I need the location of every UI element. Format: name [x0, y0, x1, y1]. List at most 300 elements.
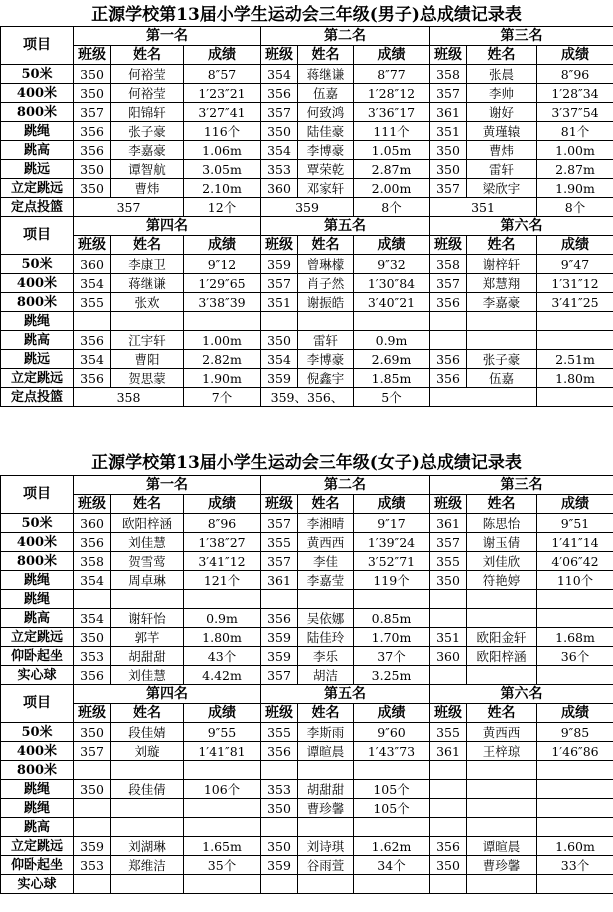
class-cell: 350: [261, 837, 298, 856]
column-header: 成绩: [354, 236, 430, 255]
score-cell: 4′06″42: [537, 552, 613, 571]
score-cell: 1.00m: [184, 331, 261, 350]
name-cell: 蒋继谦: [111, 274, 184, 293]
table-row: [1, 160, 613, 179]
score-cell: 33个: [537, 856, 613, 875]
score-cell: [184, 761, 261, 780]
column-header: 班级: [261, 704, 298, 723]
score-cell: 35个: [184, 856, 261, 875]
score-cell: 1.90m: [184, 369, 261, 388]
score-cell: 1.00m: [537, 141, 613, 160]
event-name: 跳绳: [1, 122, 74, 141]
class-cell: [430, 875, 467, 894]
score-cell: 3′36″17: [354, 103, 430, 122]
name-cell: 曹珍馨: [298, 799, 354, 818]
table-row: [1, 369, 613, 388]
name-cell: 曹阳: [111, 350, 184, 369]
class-cell: 358: [74, 388, 184, 407]
score-cell: 12个: [184, 198, 261, 217]
class-cell: 350: [74, 723, 111, 742]
score-cell: 0.9m: [184, 609, 261, 628]
class-cell: [430, 312, 467, 331]
score-cell: 1′41″81: [184, 742, 261, 761]
score-cell: 9″17: [354, 514, 430, 533]
class-cell: 356: [74, 331, 111, 350]
column-header: 成绩: [354, 46, 430, 65]
class-cell: [74, 761, 111, 780]
table-row: [1, 388, 613, 407]
name-cell: 谢梓轩: [467, 255, 537, 274]
column-header: 成绩: [184, 704, 261, 723]
name-cell: 王梓琼: [467, 742, 537, 761]
class-cell: 357: [430, 274, 467, 293]
class-cell: 359: [261, 856, 298, 875]
class-cell: [261, 818, 298, 837]
score-cell: [184, 590, 261, 609]
score-cell: 9″47: [537, 255, 613, 274]
name-cell: 吴依娜: [298, 609, 354, 628]
name-cell: 刘诗琪: [298, 837, 354, 856]
table-row: [1, 609, 613, 628]
column-header: 班级: [430, 495, 467, 514]
column-header: 成绩: [537, 46, 613, 65]
score-cell: [184, 799, 261, 818]
score-cell: [354, 590, 430, 609]
column-header: 姓名: [298, 495, 354, 514]
name-cell: 谷雨萱: [298, 856, 354, 875]
name-cell: 何致鸿: [298, 103, 354, 122]
table-row: [1, 350, 613, 369]
class-cell: [430, 666, 467, 685]
class-cell: 357: [430, 533, 467, 552]
score-cell: 1.65m: [184, 837, 261, 856]
table-row: [1, 837, 613, 856]
column-header-row: [1, 704, 613, 723]
name-cell: [467, 799, 537, 818]
class-cell: 355: [430, 723, 467, 742]
table-row: [1, 761, 613, 780]
column-header: 成绩: [354, 495, 430, 514]
name-cell: [111, 875, 184, 894]
column-header: 成绩: [184, 46, 261, 65]
table-row: [1, 590, 613, 609]
class-cell: 356: [74, 122, 111, 141]
score-cell: 3′41″12: [184, 552, 261, 571]
class-cell: 356: [430, 837, 467, 856]
score-cell: 119个: [354, 571, 430, 590]
name-cell: [467, 818, 537, 837]
class-cell: 358: [430, 65, 467, 84]
column-header: 姓名: [298, 236, 354, 255]
column-header: 姓名: [467, 46, 537, 65]
name-cell: 谢振皓: [298, 293, 354, 312]
class-cell: [430, 780, 467, 799]
class-cell: 357: [430, 84, 467, 103]
class-cell: 360: [74, 255, 111, 274]
class-cell: 350: [261, 122, 298, 141]
score-cell: [354, 818, 430, 837]
class-cell: 357: [74, 103, 111, 122]
column-header: 成绩: [537, 495, 613, 514]
rank-header: 第三名: [430, 476, 613, 495]
name-cell: 黄西西: [467, 723, 537, 742]
event-name: 跳高: [1, 818, 74, 837]
score-cell: 9″51: [537, 514, 613, 533]
column-header: 姓名: [111, 704, 184, 723]
class-cell: [261, 761, 298, 780]
name-cell: 何裕莹: [111, 84, 184, 103]
name-cell: 谭暄晨: [298, 742, 354, 761]
score-cell: 105个: [354, 799, 430, 818]
class-cell: 350: [74, 179, 111, 198]
score-cell: [537, 761, 613, 780]
event-name: 跳高: [1, 609, 74, 628]
class-cell: 361: [430, 514, 467, 533]
score-cell: 105个: [354, 780, 430, 799]
score-cell: 1′38″27: [184, 533, 261, 552]
name-cell: 刘璇: [111, 742, 184, 761]
event-name: 400米: [1, 274, 74, 293]
class-cell: 356: [74, 369, 111, 388]
name-cell: 郑维洁: [111, 856, 184, 875]
table-row: [1, 875, 613, 894]
class-cell: 350: [74, 65, 111, 84]
class-cell: 356: [261, 609, 298, 628]
name-cell: 陈思怡: [467, 514, 537, 533]
name-cell: 李乐: [298, 647, 354, 666]
name-cell: 胡甜甜: [298, 780, 354, 799]
column-header: 姓名: [111, 495, 184, 514]
name-cell: 谭智航: [111, 160, 184, 179]
rank-header: 第一名: [74, 476, 261, 495]
name-cell: 曹珍馨: [467, 856, 537, 875]
column-header: 姓名: [467, 495, 537, 514]
event-name: 跳高: [1, 331, 74, 350]
score-cell: 1.05m: [354, 141, 430, 160]
name-cell: 蒋继谦: [298, 65, 354, 84]
girls-table-title: 正源学校第13届小学生运动会三年级(女子)总成绩记录表: [91, 453, 522, 473]
rank-header: 第二名: [261, 27, 430, 46]
class-cell: 353: [261, 160, 298, 179]
event-name: 仰卧起坐: [1, 647, 74, 666]
score-cell: 9″32: [354, 255, 430, 274]
table-row: [1, 293, 613, 312]
class-cell: [430, 799, 467, 818]
column-header: 姓名: [467, 704, 537, 723]
score-cell: 1′29″65: [184, 274, 261, 293]
table-row: [1, 723, 613, 742]
class-cell: 355: [430, 552, 467, 571]
score-cell: 3.05m: [184, 160, 261, 179]
class-cell: 356: [430, 369, 467, 388]
table-row: [1, 198, 613, 217]
score-cell: 3′41″25: [537, 293, 613, 312]
name-cell: [298, 875, 354, 894]
score-cell: [537, 818, 613, 837]
name-cell: 欧阳梓涵: [111, 514, 184, 533]
name-cell: 张子豪: [467, 350, 537, 369]
event-name: 立定跳远: [1, 628, 74, 647]
score-cell: 8个: [537, 198, 613, 217]
class-cell: 354: [74, 350, 111, 369]
girls-results-table: [0, 475, 613, 894]
column-header: 班级: [261, 236, 298, 255]
table-row: [1, 274, 613, 293]
class-cell: 357: [430, 179, 467, 198]
name-cell: 李博豪: [298, 350, 354, 369]
score-cell: [537, 799, 613, 818]
name-cell: 贺雪莺: [111, 552, 184, 571]
class-cell: [430, 331, 467, 350]
score-cell: 9″55: [184, 723, 261, 742]
name-cell: 李斯雨: [298, 723, 354, 742]
score-cell: 1′46″86: [537, 742, 613, 761]
name-cell: [467, 590, 537, 609]
name-cell: 段佳婧: [111, 723, 184, 742]
class-cell: 351: [430, 122, 467, 141]
score-cell: 1.68m: [537, 628, 613, 647]
score-cell: 8″77: [354, 65, 430, 84]
name-cell: [298, 312, 354, 331]
name-cell: 梁欣宇: [467, 179, 537, 198]
class-cell: 359: [261, 647, 298, 666]
score-cell: [537, 780, 613, 799]
score-cell: 3′27″41: [184, 103, 261, 122]
score-cell: 1′30″84: [354, 274, 430, 293]
name-cell: [467, 331, 537, 350]
score-cell: 1.80m: [184, 628, 261, 647]
name-cell: [298, 590, 354, 609]
name-cell: 李湘晴: [298, 514, 354, 533]
class-cell: 357: [261, 514, 298, 533]
column-header: 班级: [261, 46, 298, 65]
score-cell: [537, 609, 613, 628]
class-cell: 356: [74, 141, 111, 160]
table-row: [1, 780, 613, 799]
column-header: 成绩: [537, 704, 613, 723]
table-row: [1, 571, 613, 590]
name-cell: 李嘉莹: [298, 571, 354, 590]
name-cell: [467, 312, 537, 331]
score-cell: 116个: [184, 122, 261, 141]
class-cell: 350: [430, 856, 467, 875]
table-row: [1, 742, 613, 761]
score-cell: 1′23″21: [184, 84, 261, 103]
score-cell: 1′28″34: [537, 84, 613, 103]
score-cell: 8″96: [537, 65, 613, 84]
score-cell: 1.60m: [537, 837, 613, 856]
name-cell: 李嘉豪: [467, 293, 537, 312]
score-cell: 1.80m: [537, 369, 613, 388]
score-cell: 2.87m: [354, 160, 430, 179]
rank-header: 第四名: [74, 685, 261, 704]
class-cell: 357: [261, 552, 298, 571]
column-header-row: [1, 46, 613, 65]
event-name: 实心球: [1, 875, 74, 894]
name-cell: 伍嘉: [298, 84, 354, 103]
class-cell: [430, 590, 467, 609]
table-row: [1, 799, 613, 818]
name-cell: 李佳: [298, 552, 354, 571]
class-cell: [430, 818, 467, 837]
score-cell: 8″57: [184, 65, 261, 84]
table-row: [1, 331, 613, 350]
boys-results-table: [0, 26, 613, 407]
name-cell: 曹炜: [111, 179, 184, 198]
item-header: 项目: [1, 217, 74, 255]
name-cell: 谢轩怡: [111, 609, 184, 628]
rank-header: 第六名: [430, 685, 613, 704]
table-row: [1, 255, 613, 274]
score-cell: 34个: [354, 856, 430, 875]
class-cell: 350: [430, 141, 467, 160]
class-cell: 359: [261, 628, 298, 647]
event-name: 跳绳: [1, 571, 74, 590]
item-header: 项目: [1, 476, 74, 514]
score-cell: 9″12: [184, 255, 261, 274]
name-cell: [467, 666, 537, 685]
name-cell: 覃荣乾: [298, 160, 354, 179]
class-cell: 361: [261, 571, 298, 590]
score-cell: 2.69m: [354, 350, 430, 369]
name-cell: 黄西西: [298, 533, 354, 552]
event-name: 800米: [1, 552, 74, 571]
class-cell: 354: [74, 274, 111, 293]
name-cell: [111, 590, 184, 609]
event-name: 400米: [1, 742, 74, 761]
score-cell: 37个: [354, 647, 430, 666]
score-cell: 121个: [184, 571, 261, 590]
score-cell: 2.87m: [537, 160, 613, 179]
class-cell: [74, 818, 111, 837]
score-cell: 2.51m: [537, 350, 613, 369]
score-cell: 81个: [537, 122, 613, 141]
class-cell: [261, 875, 298, 894]
column-header: 成绩: [184, 495, 261, 514]
class-cell: 358: [430, 255, 467, 274]
class-cell: 356: [430, 350, 467, 369]
rank-header: 第四名: [74, 217, 261, 236]
class-cell: 357: [74, 742, 111, 761]
name-cell: 胡甜甜: [111, 647, 184, 666]
event-name: 立定跳远: [1, 837, 74, 856]
event-name: 定点投篮: [1, 388, 74, 407]
name-cell: 倪鑫宇: [298, 369, 354, 388]
name-cell: 刘佳慧: [111, 533, 184, 552]
score-cell: 1′41″14: [537, 533, 613, 552]
class-cell: 353: [74, 856, 111, 875]
name-cell: 肖子然: [298, 274, 354, 293]
class-cell: 353: [74, 647, 111, 666]
class-cell: 356: [430, 293, 467, 312]
event-name: 50米: [1, 514, 74, 533]
event-name: 50米: [1, 723, 74, 742]
name-cell: 李博豪: [298, 141, 354, 160]
name-cell: [467, 780, 537, 799]
event-name: 50米: [1, 65, 74, 84]
score-cell: [537, 590, 613, 609]
score-cell: [354, 875, 430, 894]
rank-header-row: [1, 476, 613, 495]
class-cell: 356: [261, 84, 298, 103]
name-cell: 陆佳豪: [298, 122, 354, 141]
column-header-row: [1, 236, 613, 255]
column-header: 成绩: [354, 704, 430, 723]
table-row: [1, 856, 613, 875]
column-header: 班级: [430, 236, 467, 255]
column-header: 成绩: [184, 236, 261, 255]
class-cell: 353: [261, 780, 298, 799]
score-cell: 3′37″54: [537, 103, 613, 122]
name-cell: [111, 818, 184, 837]
name-cell: [467, 609, 537, 628]
rank-header: 第五名: [261, 217, 430, 236]
score-cell: 2.10m: [184, 179, 261, 198]
event-name: 跳高: [1, 141, 74, 160]
score-cell: 4.42m: [184, 666, 261, 685]
class-cell: 350: [261, 331, 298, 350]
class-cell: 359: [74, 837, 111, 856]
class-cell: 350: [430, 160, 467, 179]
score-cell: 1′39″24: [354, 533, 430, 552]
rank-header: 第五名: [261, 685, 430, 704]
score-cell: 8″96: [184, 514, 261, 533]
name-cell: 李嘉豪: [111, 141, 184, 160]
table-row: [1, 84, 613, 103]
class-cell: 355: [74, 293, 111, 312]
class-cell: 357: [261, 666, 298, 685]
table-row: [1, 514, 613, 533]
class-cell: 359: [261, 255, 298, 274]
score-cell: 36个: [537, 647, 613, 666]
class-cell: 359: [261, 198, 354, 217]
event-name: 跳绳: [1, 780, 74, 799]
table-row: [1, 818, 613, 837]
table-row: [1, 647, 613, 666]
class-cell: [74, 590, 111, 609]
name-cell: [111, 312, 184, 331]
score-cell: 1′31″12: [537, 274, 613, 293]
name-cell: 欧阳梓涵: [467, 647, 537, 666]
class-cell: [430, 761, 467, 780]
class-cell: 360: [261, 179, 298, 198]
column-header: 班级: [430, 46, 467, 65]
class-cell: 360: [430, 647, 467, 666]
event-name: 跳远: [1, 160, 74, 179]
name-cell: [298, 761, 354, 780]
event-name: 800米: [1, 103, 74, 122]
class-cell: 354: [261, 65, 298, 84]
score-cell: [537, 875, 613, 894]
class-cell: 350: [74, 780, 111, 799]
column-header: 姓名: [467, 236, 537, 255]
class-cell: [74, 312, 111, 331]
event-name: 立定跳远: [1, 369, 74, 388]
score-cell: 3.25m: [354, 666, 430, 685]
column-header: 姓名: [298, 46, 354, 65]
column-header: 班级: [261, 495, 298, 514]
name-cell: 刘佳慧: [111, 666, 184, 685]
score-cell: 1.62m: [354, 837, 430, 856]
table-row: [1, 103, 613, 122]
class-cell: 357: [261, 274, 298, 293]
class-cell: [261, 312, 298, 331]
event-name: 跳绳: [1, 799, 74, 818]
name-cell: [111, 761, 184, 780]
score-cell: 1′43″73: [354, 742, 430, 761]
score-cell: [184, 312, 261, 331]
name-cell: [298, 818, 354, 837]
